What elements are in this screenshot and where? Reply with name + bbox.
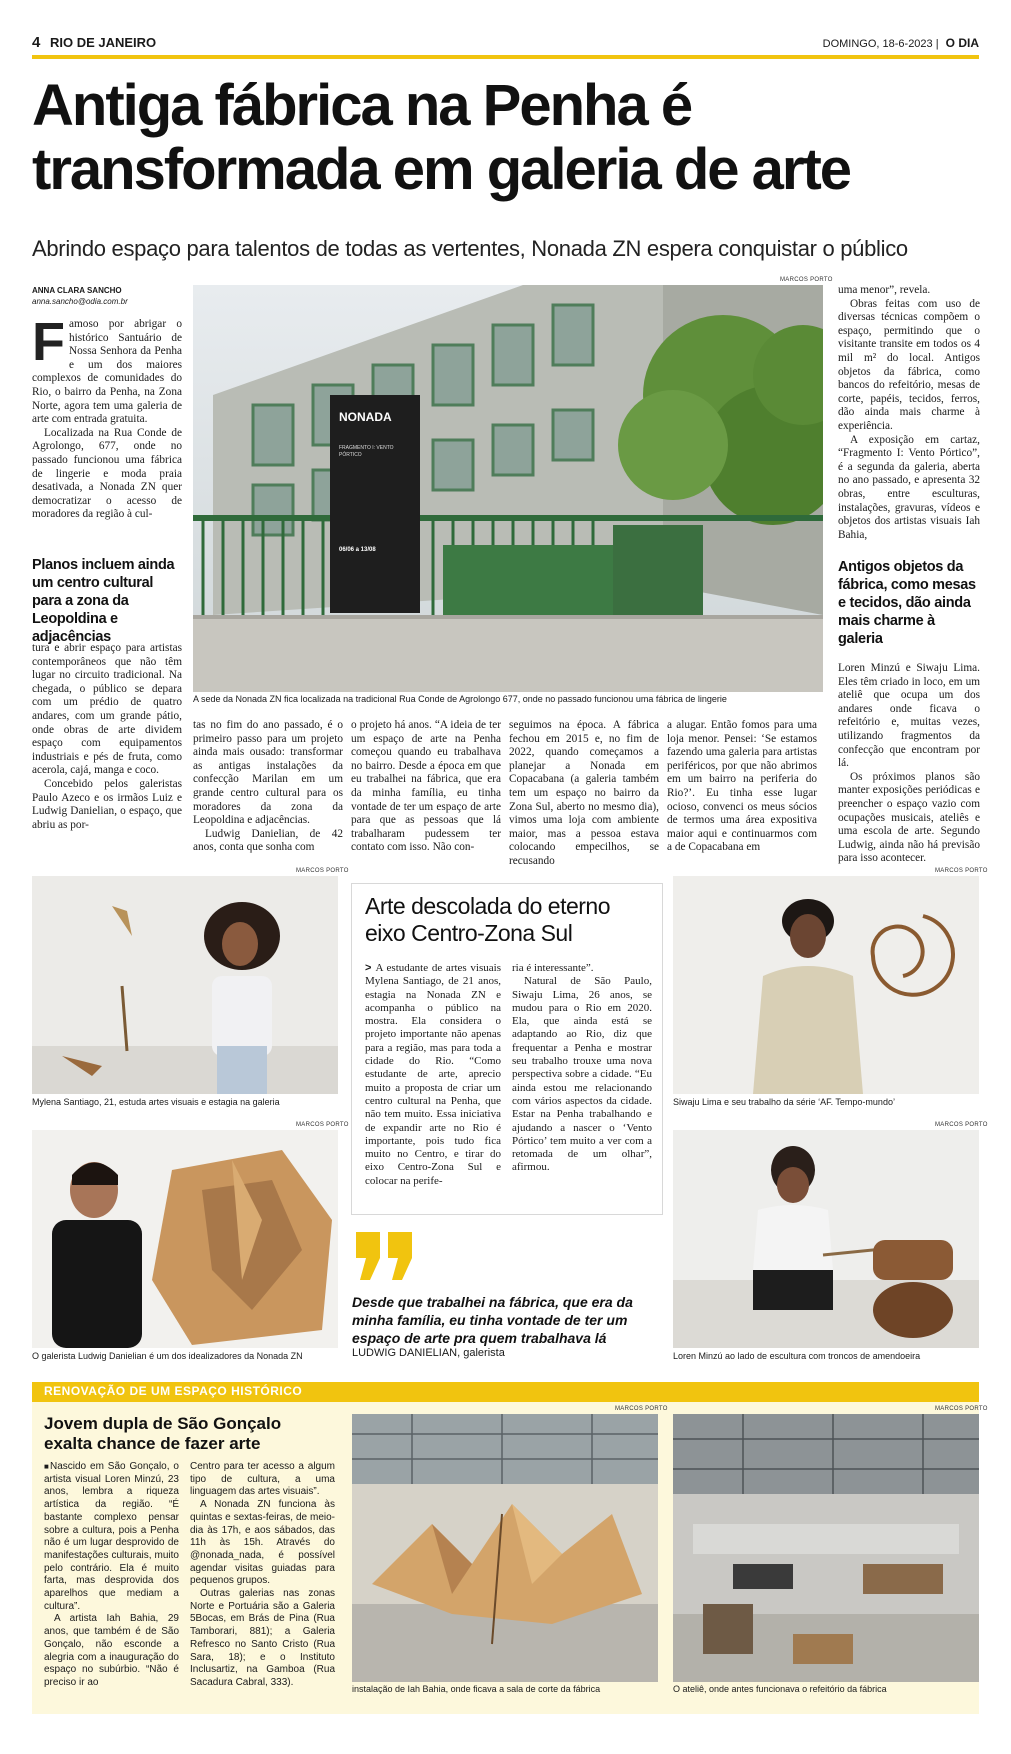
paragraph: Outras galerias nas zonas Norte e Portuária são a Galeria 5Bocas, em Brás de Pina (Rua Tamborari, 881); a Galeria Refresco no Santo Cristo (Rua Sara, 18); e o Instituto Inclusartiz, na Gamboa (Rua Sacadura Cabral, 333). <box>190 1588 335 1688</box>
paragraph: Ludwig Danielian, de 42 anos, conta que sonha com <box>193 827 343 854</box>
photo-caption: instalação de Iah Bahia, onde ficava a sala de corte da fábrica <box>352 1684 601 1694</box>
bullet-marker-icon: > <box>365 962 376 974</box>
author-email[interactable]: anna.sancho@odia.com.br <box>32 297 128 306</box>
photo-credit: MARCOS PORTO <box>615 1406 668 1412</box>
article-column-left-top <box>32 312 182 522</box>
pull-quote-left: Planos incluem ainda um centro cultural para a zona da Leopoldina e adjacências <box>32 557 175 645</box>
paragraph: tura e abrir espaço para artistas contemporâneos que não têm lugar no circuito tradicional. Na chegada, o público se depara com um prédio de quatro andares, com um grande pátio, onde obras de arte dividem espaço com equipamentos industriais e pés de fruta, como acerola, cajá, manga e coco. <box>32 642 182 777</box>
paragraph: A artista Iah Bahia, 29 anos, que também é de São Gonçalo, não esconde a alegria com a inauguração do espaço no subúrbio. “Não é preciso ir ao <box>44 1613 179 1688</box>
headline-line-1: Antiga fábrica na Penha é <box>32 73 692 138</box>
paragraph: o projeto há anos. “A ideia de ter um espaço de arte na Penha começou quando eu trabalhava no bairro. Desde a época em que eu trabalhei na fábrica, que era da minha família, eu tinha vontade de ter um espaço de arte para que as pessoas que lá trabalharam pudessem ter contato com isso. Não con- <box>351 719 501 854</box>
article-column-mid-2 <box>351 719 501 855</box>
section-name: RIO DE JANEIRO <box>49 35 157 50</box>
photo-credit: MARCOS PORTO <box>296 1122 349 1128</box>
sidebar-column-1 <box>365 962 501 1188</box>
paragraph: Concebido pelos galeristas Paulo Azeco e os irmãos Luiz e Ludwig Danielian, o espaço, que abriu as por- <box>32 777 182 831</box>
paper-name: O DIA <box>945 36 979 50</box>
paragraph: Localizada na Rua Conde de Agrolongo, 677, onde no passado funcionou uma fábrica de lingerie e moda praia desativada, a Nonada ZN quer democratizar o acesso de moradores da região à cul- <box>32 426 182 521</box>
paragraph: uma menor”, revela. <box>838 284 931 296</box>
paragraph: A Nonada ZN funciona às quintas e sextas-feiras, de meio-dia às 17h, e aos sábados, das 11h às 15h. Através do @nonada_nada, é possível agendar visitas guiadas para pequenos grupos. <box>190 1499 335 1587</box>
paragraph: Loren Minzú e Siwaju Lima. Eles têm criado in loco, em um ateliê que ocupa um dos andares onde ficava o refeitório e, muitas vezes, utilizando fragmentos da confecção que encontram por lá. <box>838 662 980 770</box>
photo-ludwig <box>32 1130 338 1348</box>
photo-installation <box>352 1414 658 1682</box>
paragraph: ria é interessante”. <box>512 962 594 974</box>
subheadline: Abrindo espaço para talentos de todas as vertentes, Nonada ZN espera conquistar o público <box>32 236 908 261</box>
bullet-square-icon: ■ <box>44 1462 50 1471</box>
quote-author: LUDWIG DANIELIAN, galerista <box>352 1347 505 1359</box>
pull-quote-right: Antigos objetos da fábrica, como mesas e tecidos, dão ainda mais charme à galeria <box>838 559 976 647</box>
article-column-right-bottom <box>838 662 980 866</box>
photo-credit: MARCOS PORTO <box>296 868 349 874</box>
main-photo-building <box>193 285 823 692</box>
photo-mylena <box>32 876 338 1094</box>
bottom-column-2 <box>190 1461 335 1690</box>
bottom-title: Jovem dupla de São Gonçalo exalta chance de fazer arte <box>44 1414 282 1453</box>
photo-caption: Loren Minzú ao lado de escultura com troncos de amendoeira <box>673 1351 921 1361</box>
photo-credit: MARCOS PORTO <box>935 1122 988 1128</box>
sign-dates: 06/06 a 13/08 <box>339 547 376 553</box>
photo-caption: Mylena Santiago, 21, estuda artes visuais e estagia na galeria <box>32 1097 280 1107</box>
header-rule <box>32 55 979 59</box>
page-number: 4 <box>32 34 41 51</box>
quote-mark-icon <box>352 1228 418 1284</box>
header-separator: | <box>935 38 939 50</box>
section-bar-label: RENOVAÇÃO DE UM ESPAÇO HISTÓRICO <box>44 1384 303 1398</box>
paragraph: amoso por abrigar o histórico Santuário de Nossa Senhora da Penha e um dos maiores complexos de comunidades do Rio, o bairro da Penha, na Zona Norte, agora tem uma galeria de arte com entrada gratuita. <box>32 318 182 426</box>
sidebar-column-2 <box>512 962 652 1175</box>
paragraph: Natural de São Paulo, Siwaju Lima, 26 anos, se mudou para o Rio em 2020. Ela, que ainda está se adaptando ao Rio, diz que frequentar a Penha e mostrar seu trabalho trouxe uma nova perspectiva sobre a cidade. “Eu ainda estou me relacionando com vários aspectos da cidade. Estar na Penha trabalhando e ajudando a nascer o ‘Vento Pórtico’ tem muito a ver com a retomada de um olhar”, afirmou. <box>512 975 652 1174</box>
issue-date: DOMINGO, 18-6-2023 <box>822 38 933 50</box>
headline <box>32 74 979 202</box>
main-photo-caption: A sede da Nonada ZN fica localizada na tradicional Rua Conde de Agrolongo 677, onde no passado funcionou uma fábrica de lingerie <box>193 694 727 704</box>
quote-text: Desde que trabalhei na fábrica, que era da minha família, eu tinha vontade de ter um espaço de arte pra quem trabalhava lá <box>352 1294 633 1346</box>
paragraph: Os próximos planos são manter exposições periódicas e preencher o espaço vazio com ocupações musicais, ateliês e uma escola de arte. Segundo Ludwig, ainda não há previsão para isso acontecer. <box>838 770 980 865</box>
sign-title: NONADA <box>339 410 392 424</box>
article-column-mid-1 <box>193 719 343 855</box>
paragraph: A exposição em cartaz, “Fragmento I: Vento Pórtico”, é a segunda da galeria, aberta no ano passado, e apresenta 32 obras, entre esculturas, instalações, gravuras, vídeos e objetos dos artistas visuais Iah Bahia, <box>838 433 980 541</box>
byline: ANNA CLARA SANCHO <box>32 286 122 295</box>
photo-credit: MARCOS PORTO <box>935 1406 988 1412</box>
drop-cap: F <box>32 312 65 372</box>
paragraph: Centro para ter acesso a algum tipo de cultura, a uma linguagem das artes visuais”. <box>190 1461 335 1498</box>
date-header <box>823 36 979 50</box>
photo-caption: O ateliê, onde antes funcionava o refeitório da fábrica <box>673 1684 887 1694</box>
paragraph: a alugar. Então fomos para uma loja menor. Pensei: ‘Se estamos fazendo uma galeria para artistas periféricos, por que não abrimos em um bairro na periferia do Rio?’. Eu tinha esse lugar ocioso, convenci os meus sócios de termos uma área expositiva maior aqui e continuarmos com a de Copacabana em <box>667 719 817 854</box>
bottom-column-1 <box>44 1461 179 1690</box>
article-column-left-bottom <box>32 642 182 832</box>
section-header <box>32 34 156 51</box>
sign-subtitle: FRAGMENTO I: VENTO PÓRTICO <box>339 445 394 458</box>
article-column-mid-3 <box>509 719 659 869</box>
paragraph: A estudante de artes visuais Mylena Santiago, de 21 anos, estagia na Nonada ZN e acompanha o público na mostra. Ela considera o projeto importante não apenas para a região, mas para toda a cidade do Rio. “Como estudante de arte, aprecio muito a proposta de criar um centro cultural na Penha, que não tem muito. Essa iniciativa de expandir arte no Rio é importante, pois tudo fica muito no Centro, e tirar do eixo Centro-Zona Sul e colocar na perife- <box>365 962 501 1187</box>
headline-line-2: transformada em galeria de arte <box>32 137 851 202</box>
photo-credit: MARCOS PORTO <box>935 868 988 874</box>
paragraph: Obras feitas com uso de diversas técnicas compõem o espaço, permitindo que o visitante transite em todos os 4 mil m² do local. Antigos objetos da fábrica, como bancos do refeitório, mesas de corte, papéis, tecidos, ferros, dão ainda mais charme à experiência. <box>838 297 980 432</box>
sidebar-title: Arte descolada do eterno eixo Centro-Zona Sul <box>365 893 611 946</box>
photo-caption: O galerista Ludwig Danielian é um dos idealizadores da Nonada ZN <box>32 1351 303 1361</box>
paragraph: seguimos na época. A fábrica fechou em 2015 e, no fim de 2022, quando começamos a planejar a Nonada em Copacabana (a galeria também tem um espaço no bairro da Zona Sul, aberto no mesmo dia), vimos uma loja com ambiente maior, mas a pessoa estava colocando empecilhos, se recusando <box>509 719 659 867</box>
paragraph: tas no fim do ano passado, é o primeiro passo para um projeto ainda mais ousado: transformar as antigas instalações da confecção Marilan em um grande centro cultural para os moradores da zona da Leopoldina e adjacências. <box>193 719 343 827</box>
photo-caption: Siwaju Lima e seu trabalho da série ‘AF. Tempo-mundo’ <box>673 1097 895 1107</box>
photo-loren <box>673 1130 979 1348</box>
article-column-mid-4 <box>667 719 817 855</box>
article-column-right-top <box>838 284 980 542</box>
photo-atelie <box>673 1414 979 1682</box>
photo-siwaju <box>673 876 979 1094</box>
paragraph: Nascido em São Gonçalo, o artista visual Loren Minzú, 23 anos, lembra a riqueza artística da região. “É bastante complexo pensar sobre a cultura, pois a Penha não é um lugar desprovido de manifestações culturais, muito pelo contrário. Ela é muito farta, mas desprovida dos aparelhos que mediam a cultura”. <box>44 1461 179 1612</box>
photo-credit: MARCOS PORTO <box>780 277 833 283</box>
